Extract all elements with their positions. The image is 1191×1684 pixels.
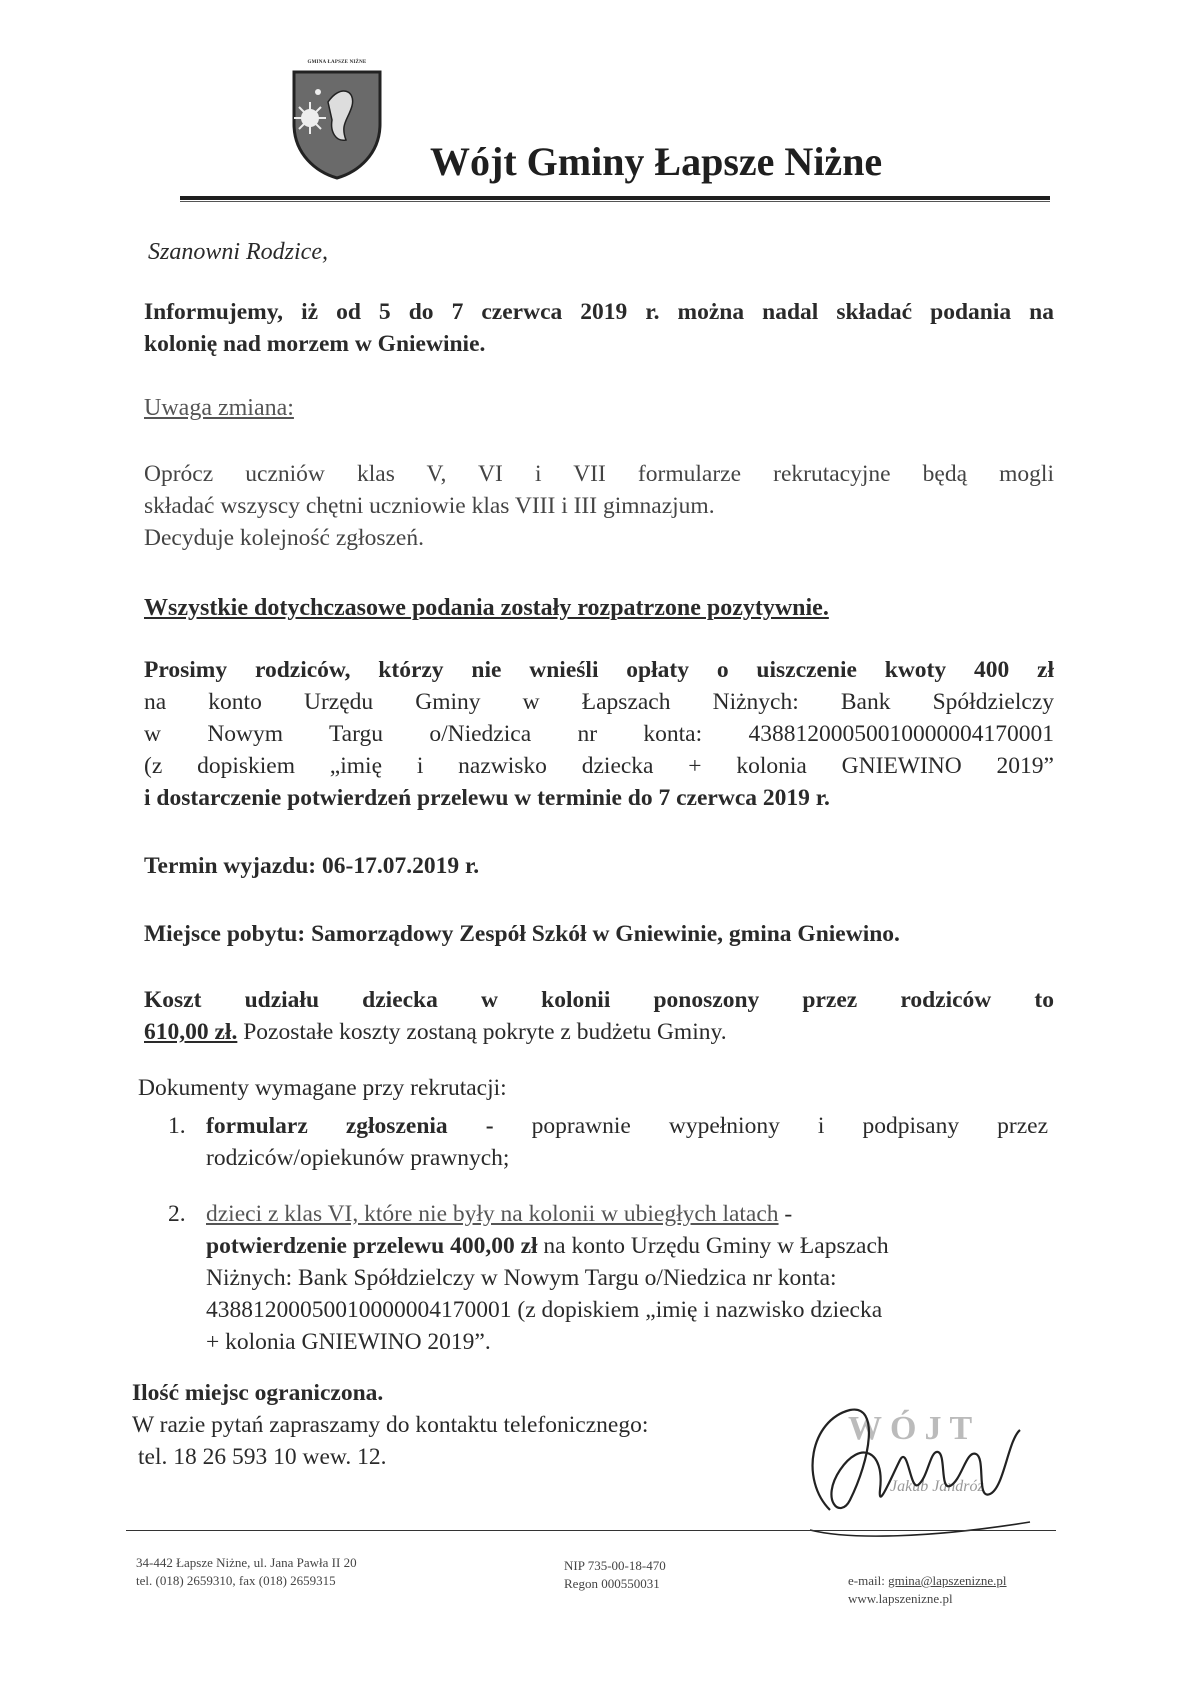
header-rule-thin	[180, 201, 1050, 202]
cost-amount: 610,00 zł.	[144, 1019, 238, 1045]
payment-line-2: na konto Urzędu Gminy w Łapszach Niżnych: Bank Spółdzielczy	[144, 689, 1054, 715]
doc2-bold: potwierdzenie przelewu 400,00 zł	[206, 1233, 538, 1259]
crest-caption: GMINA ŁAPSZE NIŻNE	[307, 60, 367, 65]
footer-rule	[126, 1530, 1056, 1531]
payment-line-1: Prosimy rodziców, którzy nie wnieśli opłaty o uiszczenie kwoty 400 zł	[144, 657, 1054, 683]
departure-term: Termin wyjazdu: 06-17.07.2019 r.	[144, 853, 480, 879]
official-stamp: WÓJT	[848, 1410, 981, 1447]
footer-contact	[848, 1572, 1007, 1608]
doc2-underlined: dzieci z klas VI, które nie były na kolonii w ubiegłych latach	[206, 1201, 779, 1227]
footer-email-label: e-mail:	[848, 1573, 889, 1588]
municipal-crest-logo	[288, 62, 386, 180]
intro-line-1: Informujemy, iż od 5 do 7 czerwca 2019 r. można nadal składać podania na	[144, 299, 1054, 325]
contact-invite: W razie pytań zapraszamy do kontaktu telefonicznego:	[132, 1412, 649, 1438]
cost-rest: Pozostałe koszty zostaną pokryte z budżetu Gminy.	[237, 1019, 727, 1045]
header-rule	[180, 196, 1050, 200]
footer-tax-ids	[564, 1557, 666, 1593]
notice-heading: Uwaga zmiana:	[144, 395, 294, 421]
payment-line-3: w Nowym Targu o/Niedzica nr konta: 43881200050010000004170001	[144, 721, 1054, 747]
list-number: 2.	[168, 1201, 186, 1227]
intro-line-2: kolonię nad morzem w Gniewinie.	[144, 331, 486, 357]
footer-address-line-1: 34-442 Łapsze Niżne, ul. Jana Pawła II 20	[136, 1555, 357, 1570]
documents-heading: Dokumenty wymagane przy rekrutacji:	[138, 1075, 507, 1101]
doc2-line-5: + kolonia GNIEWINO 2019”.	[206, 1329, 491, 1355]
list-item	[168, 1198, 1048, 1355]
eligibility-line-3: Decyduje kolejność zgłoszeń.	[144, 525, 424, 551]
doc2-line-4: 43881200050010000004170001 (z dopiskiem „imię i nazwisko dziecka	[206, 1297, 883, 1323]
applications-approved-notice: Wszystkie dotychczasowe podania zostały rozpatrzone pozytywnie.	[144, 595, 829, 621]
cost-line-1: Koszt udziału dziecka w kolonii ponoszony przez rodziców to	[144, 987, 1054, 1013]
doc1-bold: formularz zgłoszenia -	[206, 1113, 494, 1139]
footer-phone-fax: tel. (018) 2659310, fax (018) 2659315	[136, 1573, 336, 1588]
limited-places: Ilość miejsc ograniczona.	[132, 1380, 384, 1406]
footer-address	[136, 1554, 357, 1590]
stay-location: Miejsce pobytu: Samorządowy Zespół Szkół w Gniewinie, gmina Gniewino.	[144, 921, 900, 947]
doc1-rest: poprawnie wypełniony i podpisany przez	[493, 1113, 1048, 1139]
cost-paragraph	[144, 984, 1054, 1048]
eligibility-line-2: składać wszyscy chętni uczniowie klas VIII i III gimnazjum.	[144, 493, 715, 519]
letterhead-title: Wójt Gminy Łapsze Niżne	[430, 139, 883, 184]
intro-paragraph	[144, 296, 1054, 360]
footer-email-link[interactable]: gmina@lapszenizne.pl	[888, 1573, 1007, 1588]
handwritten-signature	[790, 1390, 1050, 1540]
doc2-line-3: Niżnych: Bank Spółdzielczy w Nowym Targu o/Niedzica nr konta:	[206, 1265, 837, 1291]
cost-line-2	[144, 1016, 1054, 1048]
footer-regon: Regon 000550031	[564, 1576, 660, 1591]
eligibility-paragraph	[144, 458, 1054, 554]
payment-line-4: (z dopiskiem „imię i nazwisko dziecka + kolonia GNIEWINO 2019”	[144, 753, 1054, 779]
doc2-line2-rest: na konto Urzędu Gminy w Łapszach	[537, 1233, 889, 1259]
payment-paragraph	[144, 654, 1054, 814]
list-item	[168, 1110, 1048, 1180]
footer-nip: NIP 735-00-18-470	[564, 1558, 666, 1573]
doc2-dash: -	[778, 1201, 793, 1227]
greeting: Szanowni Rodzice,	[148, 239, 328, 265]
phone-number: tel. 18 26 593 10 wew. 12.	[138, 1444, 387, 1470]
footer-website-link[interactable]: www.lapszenizne.pl	[848, 1591, 953, 1606]
list-number: 1.	[168, 1113, 186, 1139]
eligibility-line-1: Oprócz uczniów klas V, VI i VII formularze rekrutacyjne będą mogli	[144, 461, 1054, 487]
payment-line-5: i dostarczenie potwierdzeń przelewu w terminie do 7 czerwca 2019 r.	[144, 785, 830, 811]
stamp-name: Jakub Jandróz	[890, 1478, 984, 1495]
doc1-line-2: rodziców/opiekunów prawnych;	[206, 1145, 510, 1171]
